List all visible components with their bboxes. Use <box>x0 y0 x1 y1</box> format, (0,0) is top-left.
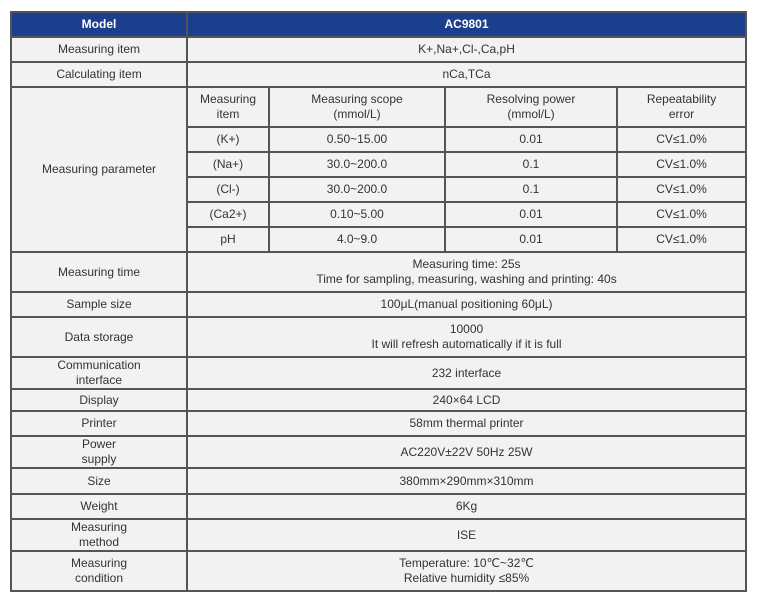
param-scope: 30.0~200.0 <box>269 152 445 177</box>
spec-table <box>10 11 747 592</box>
param-item: (Ca2+) <box>187 202 269 227</box>
param-resolving: 0.1 <box>445 177 617 202</box>
param-item: (K+) <box>187 127 269 152</box>
row-label: Printer <box>11 411 187 436</box>
param-scope: 0.50~15.00 <box>269 127 445 152</box>
row-value: ISE <box>187 519 746 551</box>
param-item: (Na+) <box>187 152 269 177</box>
row-label: Display <box>11 389 187 411</box>
param-resolving: 0.1 <box>445 152 617 177</box>
param-scope: 0.10~5.00 <box>269 202 445 227</box>
param-header-item: Measuring item <box>187 87 269 127</box>
row-label: Power supply <box>11 436 187 468</box>
table-row <box>11 494 746 519</box>
model-value: AC9801 <box>187 12 746 37</box>
row-value: Temperature: 10℃~32℃ Relative humidity ≤85% <box>187 551 746 591</box>
row-label: Size <box>11 468 187 494</box>
param-resolving: 0.01 <box>445 202 617 227</box>
param-header-resolving: Resolving power (mmol/L) <box>445 87 617 127</box>
row-value: 58mm thermal printer <box>187 411 746 436</box>
param-item: pH <box>187 227 269 252</box>
param-repeatability: CV≤1.0% <box>617 202 746 227</box>
row-value: AC220V±22V 50Hz 25W <box>187 436 746 468</box>
row-value: 6Kg <box>187 494 746 519</box>
row-label: Measuring condition <box>11 551 187 591</box>
model-label: Model <box>11 12 187 37</box>
row-label: Measuring parameter <box>11 87 187 252</box>
table-row <box>11 551 746 591</box>
table-row <box>11 519 746 551</box>
param-scope: 4.0~9.0 <box>269 227 445 252</box>
param-repeatability: CV≤1.0% <box>617 177 746 202</box>
table-row <box>11 292 746 317</box>
param-header-repeatability: Repeatability error <box>617 87 746 127</box>
param-repeatability: CV≤1.0% <box>617 127 746 152</box>
param-header-scope: Measuring scope (mmol/L) <box>269 87 445 127</box>
row-value: K+,Na+,Cl-,Ca,pH <box>187 37 746 62</box>
row-label: Measuring item <box>11 37 187 62</box>
row-label: Sample size <box>11 292 187 317</box>
row-value: 10000 It will refresh automatically if it is full <box>187 317 746 357</box>
table-row <box>11 62 746 87</box>
row-label: Measuring time <box>11 252 187 292</box>
row-value: 240×64 LCD <box>187 389 746 411</box>
param-item: (Cl-) <box>187 177 269 202</box>
param-resolving: 0.01 <box>445 227 617 252</box>
row-value: nCa,TCa <box>187 62 746 87</box>
table-row <box>11 389 746 411</box>
row-value: 380mm×290mm×310mm <box>187 468 746 494</box>
row-label: Weight <box>11 494 187 519</box>
row-label: Measuring method <box>11 519 187 551</box>
parameter-header-row <box>11 87 746 127</box>
row-label: Communication interface <box>11 357 187 389</box>
row-label: Calculating item <box>11 62 187 87</box>
row-value: 232 interface <box>187 357 746 389</box>
header-row <box>11 12 746 37</box>
param-resolving: 0.01 <box>445 127 617 152</box>
table-row <box>11 357 746 389</box>
param-scope: 30.0~200.0 <box>269 177 445 202</box>
param-repeatability: CV≤1.0% <box>617 227 746 252</box>
table-row <box>11 37 746 62</box>
table-row <box>11 317 746 357</box>
table-row <box>11 436 746 468</box>
row-label: Data storage <box>11 317 187 357</box>
param-repeatability: CV≤1.0% <box>617 152 746 177</box>
table-row <box>11 411 746 436</box>
row-value: 100μL(manual positioning 60μL) <box>187 292 746 317</box>
table-row <box>11 252 746 292</box>
row-value: Measuring time: 25s Time for sampling, measuring, washing and printing: 40s <box>187 252 746 292</box>
table-row <box>11 468 746 494</box>
